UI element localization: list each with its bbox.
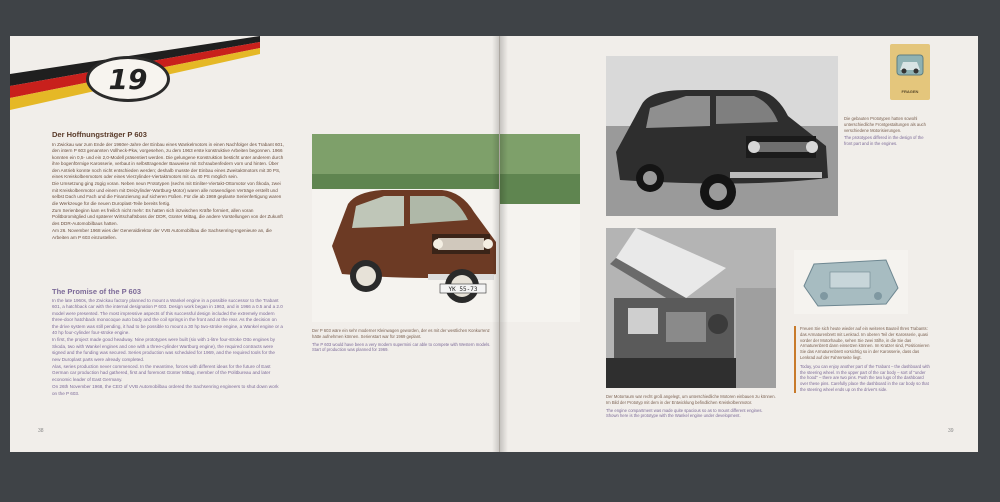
- car-continued-illustration: [500, 134, 580, 322]
- caption-engine: [606, 394, 776, 419]
- photo-brown-car-continued: [500, 134, 580, 322]
- caption-part-de: Freuen Sie sich heute wieder auf ein weiteres Bauteil Ihres Trabants: das Armaturenbrett mit Lenkrad. Im oberen Teil der Karosserie, quasi vorder der Motorhaube, sehen Sie zwei Stifte, in die Sie das Armaturenbrett dann einsetzen können. Im Kratzer sind, Positionieren Sie das Armaturenbrett vorsichtig so in der Karosserie, dass das Lenkrad auf der Fahrerseite liegt.: [800, 326, 930, 360]
- paragraph-de: Am 26. November 1968 wies der Generaldirektor der VVB Automobilbau die Sachsenring-Ingenieure an, die Arbeiten am P 603 einzustellen.: [52, 228, 272, 240]
- chapter-number: 19: [86, 56, 170, 102]
- photo-engine-bay: [606, 228, 776, 388]
- caption-engine-de: Der Motorraum war recht groß angelegt, um unterschiedliche Motoren einbauen zu können. Im Bild der Prototyp mit dem in der Entwicklung befindlichen Kreiskolbenmotor.: [606, 394, 776, 405]
- caption-top-de: Die gebauten Prototypen hatten sowohl unterschiedliche Frontgestaltungen als auch verschiedene Motorisierungen.: [844, 116, 926, 133]
- center-caption: [312, 328, 494, 353]
- photo-bw-front: [606, 56, 838, 216]
- caption-top: [844, 116, 930, 147]
- caption-en: The P 603 would have been a very modern supermini car able to compete with Western models. Start of production was planned for 1969.: [312, 341, 491, 353]
- question-tab: [890, 44, 930, 100]
- page-number-right: 39: [948, 428, 954, 434]
- caption-part: [794, 326, 930, 393]
- photo-model-part: [794, 250, 908, 314]
- photo-brown-car: [312, 134, 500, 322]
- caption-top-en: The prototypes differed in the design of the front part and in the engines.: [844, 135, 924, 147]
- caption-de: Der P 603 wäre ein sehr moderner Kleinwagen geworden, der es mit der westlichen Konkurrenz hätte aufnehmen können. Serienstart war für 1969 geplant.: [312, 328, 490, 339]
- paragraph-de: Die Umsetzung ging zügig voran. Neben neun Prototypen (sechs mit Einliter-Viertakt-Ottomotor von Škoda, zwei mit Kreiskolbenmotor und einem mit Dreizylinder-Wartburg-Motor) waren alle notwendigen Verträge erstellt und selbst Dach und Fach und die Finanzierung auf sicheren Füßen. Für die ab 1969 geplante Serienfertigung waren die Werkzeuge für die neuen Duroplast-Teile bereits fertig.: [52, 181, 282, 206]
- engine-bay-illustration: [606, 228, 776, 388]
- paragraph-en: On 26th November 1968, the CEO of VVB Automobilbau ordered the Sachsenring engineers to shut down work on the P 603.: [52, 384, 279, 396]
- dashboard-part-illustration: [794, 250, 908, 314]
- license-plate: YK 55-73: [448, 286, 478, 293]
- paragraph-de: Zum Serienbeginn kam es freilich nicht mehr: Es hatten sich inzwischen Kräfte formiert, allen voran Politbüromitglied und späterer Wirtschaftsboss der DDR, Günter Mittag, die andere Vorstellungen von der Zukunft des DDR-Automobilbaus hatten.: [52, 208, 283, 226]
- body-en: [52, 298, 284, 397]
- caption-part-en: Today, you can enjoy another part of the Trabant – the dashboard with the steering wheel. In the upper part of the car body – sort of "under the hood" – there are two pins. Push the two lugs of the dashboard over these pins. Carefully place the dashboard in the car body so that the steering wheel ends up on the driver's side.: [800, 363, 930, 392]
- caption-engine-en: The engine compartment was made quite spacious so as to mount different engines. Shown here is the prototype with the Wankel engine under development.: [606, 407, 763, 419]
- page-number-left: 38: [38, 428, 44, 434]
- heading-de: Der Hoffnungsträger P 603: [52, 130, 147, 139]
- left-page: [10, 36, 500, 452]
- heading-en: The Promise of the P 603: [52, 287, 142, 296]
- paragraph-en: Alas, series production never commenced. In the meantime, forces with different ideas for the future of East German car production had gathered, first and foremost Günter Mittag, member of the Politbureau and later economic leader of East Germany.: [52, 364, 271, 382]
- tab-label: FRAGEN: [901, 89, 919, 94]
- paragraph-de: In Zwickau war zum Ende der 1960er-Jahre der Einbau eines Wankelmotors in einen Nachfolger des Trabant 601, den intern P 603 genannten Vollheck-Pkw, vorgesehen, zu dem 1963 erste konstruktive Arbeiten begonnen. 1966 konnten ein 0,5- und ein 2,0-Modell präsentiert werden. Die gelungene Konstruktion besticht unter anderem durch ihre bogenförmige Karosserie, verbaut in selbsttragender Bauweise mit Schraubenfedern vorn und hinten. Über den Antrieb konnte noch nicht entschieden werden; deshalb musste der Einbau eines Zweitaktmotors mit 30 PS, eines Kreiskolbenmotors oder eines Vierzylinder-Viertaktmotors mit ca. 40 PS möglich sein.: [52, 142, 284, 180]
- paragraph-en: In the late 1960s, the Zwickau factory planned to mount a Wankel engine in a possible successor to the Trabant 601, a hatchback car with the internal designation P 603. Design work began in 1963, and in 1966 a 0.5 and a 2.0 model were presented. The most impressive aspects of this successful design included the extremely modern three-door hatchback monocoque auto body and the coil springs in the front and at the rear. As the decision on the drive system was still pending, it had to be possible to mount a 30 hp two-stroke engine, a Wankel engine or a 40 hp four-cylinder four-stroke engine.: [52, 298, 283, 336]
- car-icon: [896, 54, 924, 76]
- bw-car-illustration: [606, 56, 838, 216]
- body-de: [52, 142, 284, 241]
- paragraph-en: In first, the project made good headway. Nine prototypes were built (six with 1-litre four-stroke Otto engines by Skoda, two with Wankel engines and one with a three-cylinder Wartburg engine), the required contracts were signed and the funding was secured. Series production was scheduled for 1969, and the required tools for the new Duroplast parts were already completed.: [52, 337, 276, 362]
- car-illustration: [312, 134, 500, 322]
- book-spread: [10, 36, 978, 454]
